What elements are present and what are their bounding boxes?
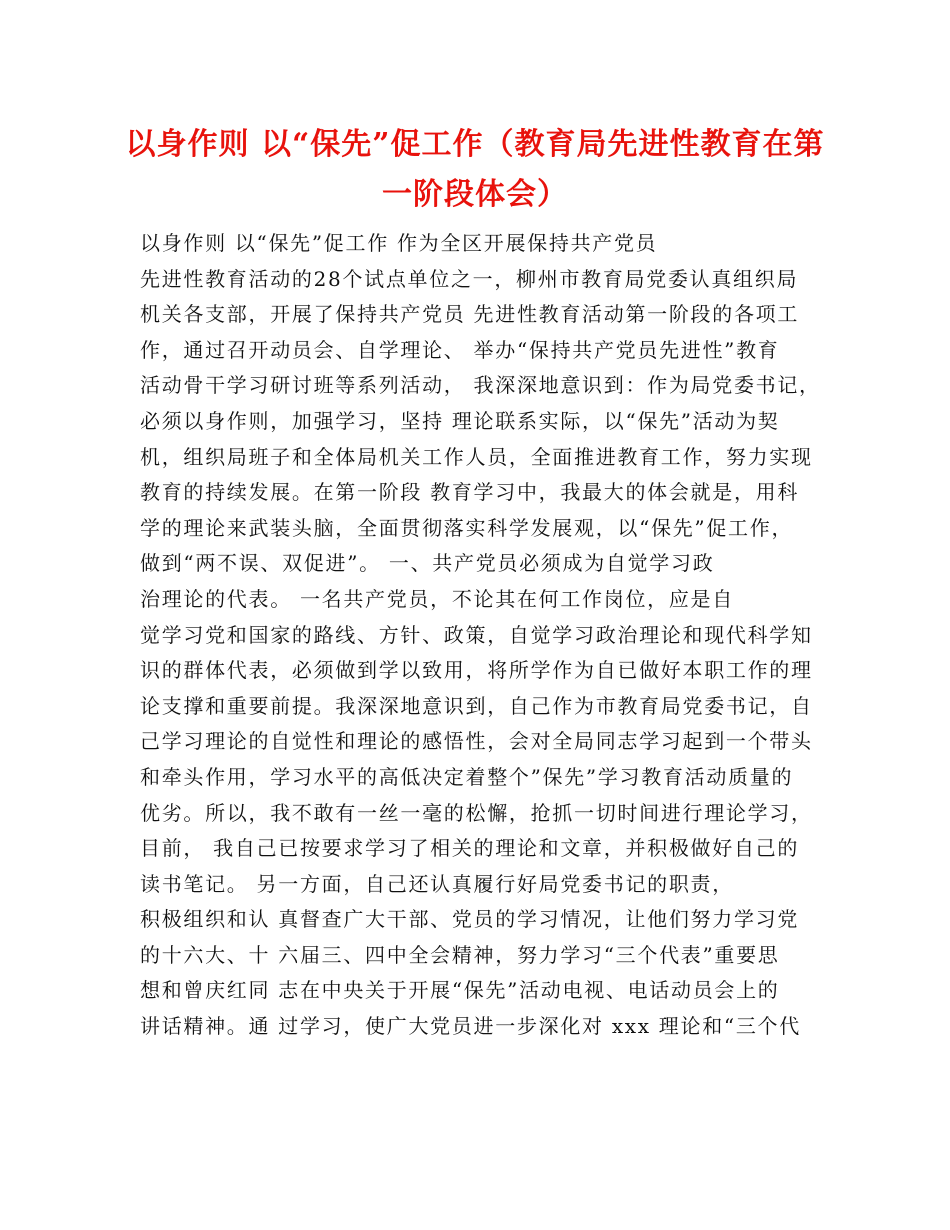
body-line: 讲话精神。通 过学习，使广大党员进一步深化对 xxx 理论和“三个代	[140, 1014, 801, 1039]
title-line: 以身作则 以“保先”促工作（教育局先进性教育在第	[125, 127, 825, 162]
body-line: 优劣。所以，我不敢有一丝一毫的松懈，抢抓一切时间进行理论学习，	[140, 800, 813, 825]
body-line: 作，通过召开动员会、自学理论、 举办“保持共产党员先进性”教育	[140, 337, 780, 362]
body-line: 必须以身作则，加强学习，坚持 理论联系实际，以“保先”活动为契	[140, 408, 780, 433]
body-line: 做到“两不误、双促进”。 一、共产党员必须成为自觉学习政	[140, 551, 715, 576]
body-line: 以身作则 以“保先”促工作 作为全区开展保持共产党员	[140, 231, 658, 255]
title-line: 一阶段体会）	[382, 177, 568, 212]
body-line: 积极组织和认 真督查广大干部、党员的学习情况，让他们努力学习党	[140, 907, 800, 932]
body-line: 目前， 我自己已按要求学习了相关的理论和文章，并积极做好自己的	[140, 836, 800, 861]
body-line: 想和曾庆红同 志在中央关于开展“保先”活动电视、电话动员会上的	[140, 978, 780, 1003]
body-line: 和牵头作用，学习水平的高低决定着整个”保先”学习教育活动质量的	[140, 764, 794, 789]
body-line: 机，组织局班子和全体局机关工作人员，全面推进教育工作，努力实现	[140, 444, 813, 469]
body-line: 先进性教育活动的28个试点单位之一，柳州市教育局党委认真组织局	[140, 266, 799, 291]
body-line: 治理论的代表。 一名共产党员，不论其在何工作岗位，应是自	[140, 586, 734, 611]
body-line: 论支撑和重要前提。我深深地意识到，自己作为市教育局党委书记，自	[140, 693, 813, 718]
body-line: 活动骨干学习研讨班等系列活动， 我深深地意识到：作为局党委书记，	[140, 373, 821, 398]
body-line: 学的理论来武装头脑，全面贯彻落实科学发展观，以“保先”促工作，	[140, 515, 794, 540]
body-line: 机关各支部，开展了保持共产党员 先进性教育活动第一阶段的各项工	[140, 302, 800, 327]
body-line: 识的群体代表，必须做到学以致用，将所学作为自已做好本职工作的理	[140, 658, 813, 683]
body-line: 教育的持续发展。在第一阶段 教育学习中，我最大的体会就是，用科	[140, 480, 800, 505]
document-title	[100, 120, 850, 220]
body-line: 读书笔记。 另一方面，自己还认真履行好局党委书记的职责，	[140, 871, 734, 896]
body-line: 的十六大、十 六届三、四中全会精神，努力学习“三个代表”重要思	[140, 942, 780, 967]
body-line: 觉学习党和国家的路线、方针、政策，自觉学习政治理论和现代科学知	[140, 622, 813, 647]
document-body	[140, 226, 830, 1045]
body-line: 己学习理论的自觉性和理论的感悟性，会对全局同志学习起到一个带头	[140, 729, 813, 754]
